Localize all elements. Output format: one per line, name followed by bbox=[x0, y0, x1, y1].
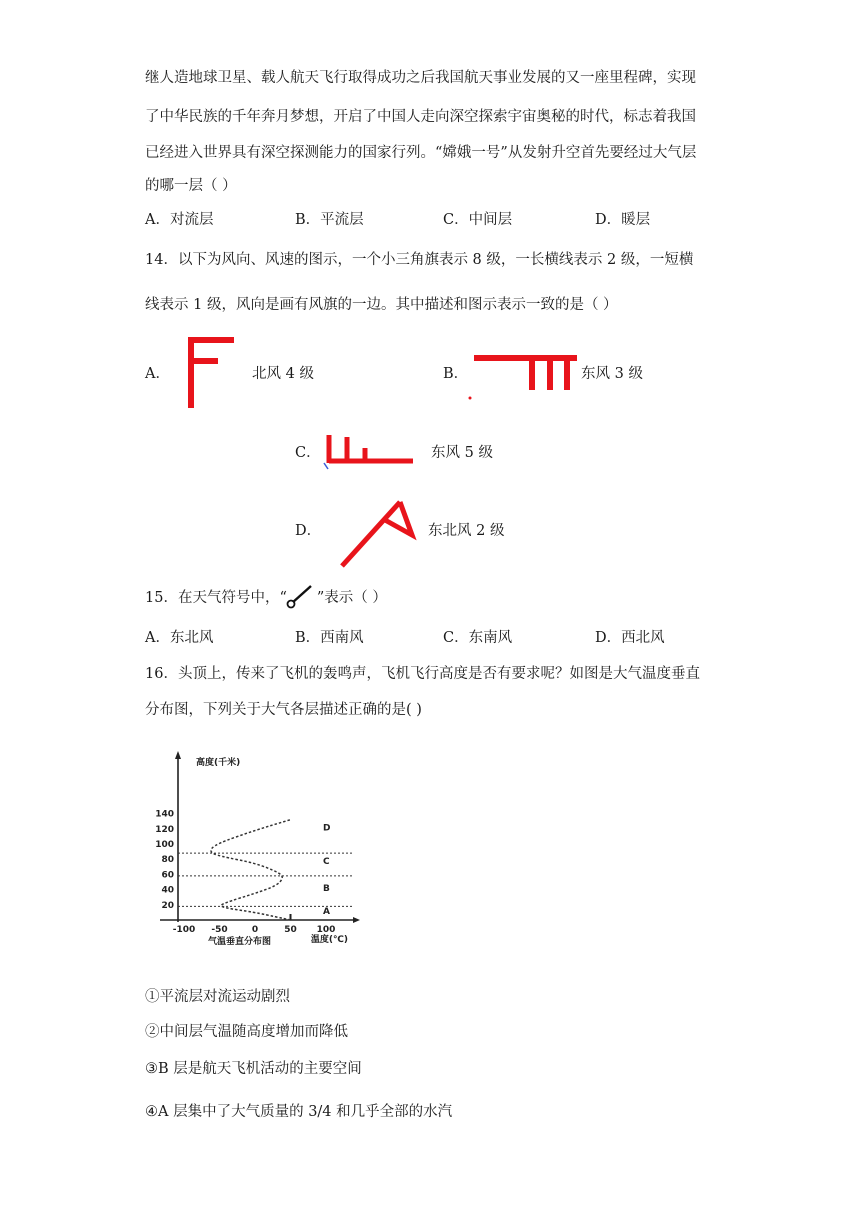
q13-option-d[interactable]: D．暖层 bbox=[595, 212, 651, 228]
q15-stem-prefix: 15．在天气符号中，“ bbox=[145, 590, 287, 606]
q14-option-b-label: 东风 3 级 bbox=[581, 366, 643, 382]
x-axis-arrow bbox=[353, 917, 360, 923]
layer-label-a: A bbox=[323, 906, 330, 917]
chart-ticks bbox=[155, 810, 335, 935]
q15-option-a[interactable]: A．东北风 bbox=[145, 630, 214, 646]
y-axis-label: 高度(千米) bbox=[196, 758, 241, 768]
wind-arrow-symbol-icon bbox=[285, 584, 317, 610]
q15-stem-suffix: ”表示（ ） bbox=[316, 590, 387, 606]
q13-option-a[interactable]: A．对流层 bbox=[145, 212, 214, 228]
q13-line-4: 的哪一层（ ） bbox=[145, 178, 237, 194]
y-tick-label: 140 bbox=[155, 809, 174, 820]
temperature-vertical-distribution-chart bbox=[148, 745, 388, 965]
chart-labels bbox=[196, 756, 348, 947]
y-tick-label: 60 bbox=[161, 870, 174, 881]
y-tick-label: 100 bbox=[155, 840, 174, 850]
x-tick-label: -100 bbox=[172, 925, 196, 935]
q13-option-b[interactable]: B．平流层 bbox=[295, 212, 364, 228]
x-tick-label: 100 bbox=[316, 925, 336, 935]
y-axis-arrow bbox=[175, 751, 181, 759]
x-tick-label: -50 bbox=[211, 925, 228, 935]
q16-line-2: 分布图，下列关于大气各层描述正确的是( ) bbox=[145, 702, 422, 718]
q15-option-b[interactable]: B．西南风 bbox=[295, 630, 364, 646]
wind-symbol-d-icon bbox=[338, 494, 420, 570]
x-tick-label: 0 bbox=[251, 925, 259, 935]
q14-option-d-label: 东北风 2 级 bbox=[428, 523, 505, 539]
q15-option-d[interactable]: D．西北风 bbox=[595, 630, 665, 646]
q14-option-b-letter[interactable]: B． bbox=[443, 366, 469, 382]
q16-line-1: 16．头顶上，传来了飞机的轰鸣声，飞机飞行高度是否有要求呢？如图是大气温度垂直 bbox=[145, 666, 700, 682]
x-axis-label: 温度(℃) bbox=[310, 935, 348, 945]
chart-title: 气温垂直分布图 bbox=[208, 937, 272, 947]
temperature-curve bbox=[211, 820, 291, 920]
q14-line-2: 线表示 1 级，风向是画有风旗的一边。其中描述和图示表示一致的是（ ） bbox=[145, 297, 618, 313]
chart-series bbox=[211, 820, 291, 920]
q15-stem bbox=[145, 586, 387, 607]
x-tick-label: 50 bbox=[284, 925, 297, 935]
q16-statement-2: ②中间层气温随高度增加而降低 bbox=[145, 1024, 348, 1040]
q14-option-a-letter[interactable]: A． bbox=[145, 366, 170, 382]
chart-axes bbox=[160, 751, 360, 923]
layer-label-d: D bbox=[323, 823, 331, 834]
q13-line-1: 继人造地球卫星、载人航天飞行取得成功之后我国航天事业发展的又一座里程碑，实现 bbox=[145, 70, 696, 86]
q14-option-a-label: 北风 4 级 bbox=[252, 366, 314, 382]
q14-option-d-letter[interactable]: D． bbox=[295, 523, 322, 539]
q14-line-1: 14．以下为风向、风速的图示，一个小三角旗表示 8 级，一长横线表示 2 级，一短横 bbox=[145, 252, 694, 268]
q15-option-c[interactable]: C．东南风 bbox=[443, 630, 513, 646]
layer-label-c: C bbox=[323, 856, 330, 867]
q16-statement-1: ①平流层对流运动剧烈 bbox=[145, 989, 290, 1005]
q13-line-3: 已经进入世界具有深空探测能力的国家行列。“嫦娥一号”从发射升空首先要经过大气层 bbox=[145, 145, 697, 161]
y-tick-label: 20 bbox=[161, 900, 174, 911]
wind-symbol-a-icon bbox=[186, 334, 236, 412]
q13-option-c[interactable]: C．中间层 bbox=[443, 212, 513, 228]
q16-statement-3: ③B 层是航天飞机活动的主要空间 bbox=[145, 1061, 362, 1077]
q13-line-2: 了中华民族的千年奔月梦想，开启了中国人走向深空探索宇宙奥秘的时代，标志着我国 bbox=[145, 109, 696, 125]
y-tick-label: 40 bbox=[161, 885, 174, 896]
y-tick-label: 80 bbox=[161, 855, 174, 866]
layer-label-b: B bbox=[323, 884, 330, 895]
wind-symbol-c-icon bbox=[320, 432, 416, 472]
q14-option-c-letter[interactable]: C． bbox=[295, 445, 321, 461]
q16-statement-4: ④A 层集中了大气质量的 3/4 和几乎全部的水汽 bbox=[145, 1104, 453, 1120]
wind-symbol-b-icon bbox=[470, 350, 582, 400]
q14-option-c-label: 东风 5 级 bbox=[431, 445, 493, 461]
y-tick-label: 120 bbox=[155, 824, 174, 835]
